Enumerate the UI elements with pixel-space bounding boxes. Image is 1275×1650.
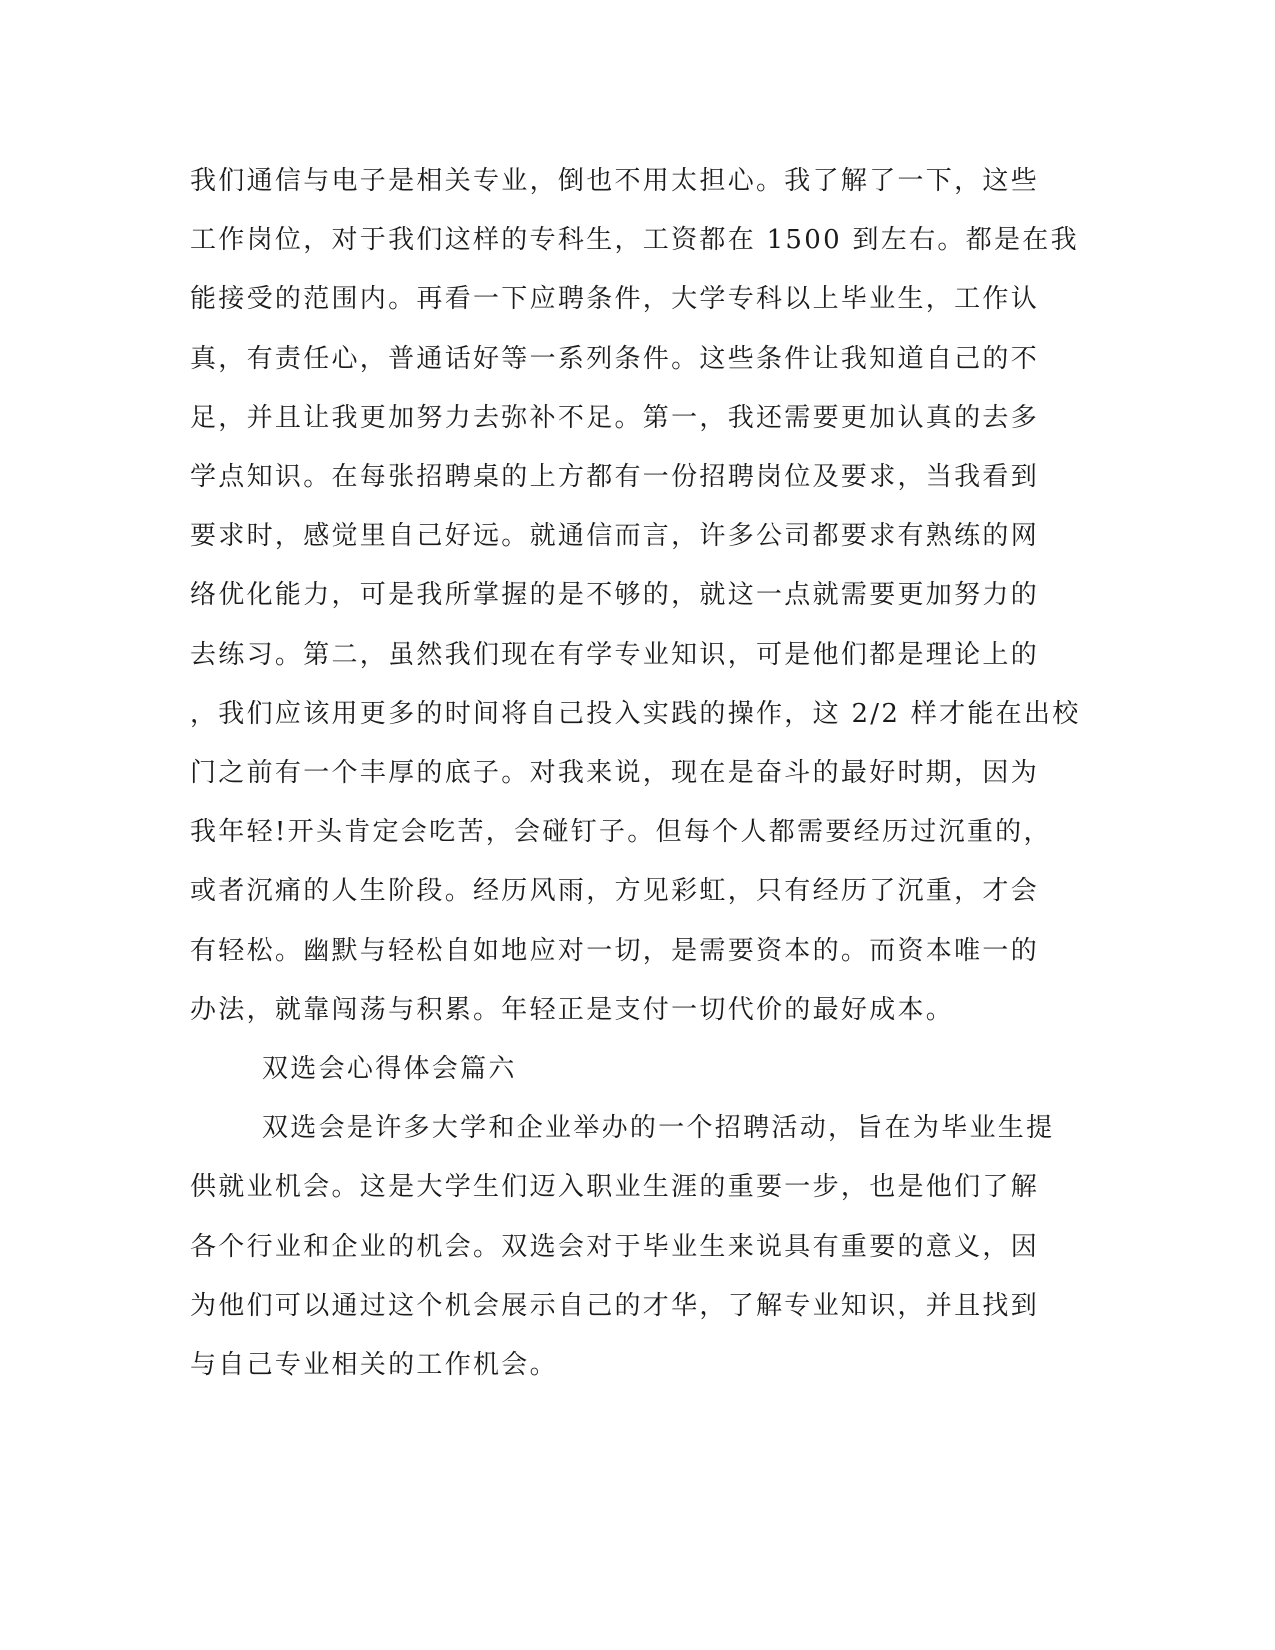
text-line: 我们通信与电子是相关专业，倒也不用太担心。我了解了一下，这些 — [190, 166, 1040, 196]
text-line: 络优化能力，可是我所掌握的是不够的，就这一点就需要更加努力的 — [190, 580, 1040, 610]
text-line: 足，并且让我更加努力去弥补不足。第一，我还需要更加认真的去多 — [190, 403, 1040, 433]
text-line: 工作岗位，对于我们这样的专科生，工资都在 1500 到左右。都是在我 — [190, 225, 1079, 255]
text-line: 我年轻!开头肯定会吃苦，会碰钉子。但每个人都需要经历过沉重的， — [190, 817, 1052, 847]
text-line: 为他们可以通过这个机会展示自己的才华，了解专业知识，并且找到 — [190, 1291, 1040, 1321]
text-line: 学点知识。在每张招聘桌的上方都有一份招聘岗位及要求，当我看到 — [190, 462, 1040, 492]
text-line: 去练习。第二，虽然我们现在有学专业知识，可是他们都是理论上的 — [190, 640, 1040, 670]
text-line: 真，有责任心，普通话好等一系列条件。这些条件让我知道自己的不 — [190, 344, 1040, 374]
text-line: 各个行业和企业的机会。双选会对于毕业生来说具有重要的意义，因 — [190, 1232, 1040, 1262]
text-line: 门之前有一个丰厚的底子。对我来说，现在是奋斗的最好时期，因为 — [190, 758, 1040, 788]
text-line: 办法，就靠闯荡与积累。年轻正是支付一切代价的最好成本。 — [190, 995, 955, 1025]
section-heading: 双选会心得体会篇六 — [262, 1054, 517, 1084]
text-line: 供就业机会。这是大学生们迈入职业生涯的重要一步，也是他们了解 — [190, 1172, 1040, 1202]
text-line: 或者沉痛的人生阶段。经历风雨，方见彩虹，只有经历了沉重，才会 — [190, 876, 1040, 906]
text-line: 与自己专业相关的工作机会。 — [190, 1350, 558, 1380]
text-line: ，我们应该用更多的时间将自己投入实践的操作，这 2/2 样才能在出校 — [190, 699, 1081, 729]
text-line: 有轻松。幽默与轻松自如地应对一切，是需要资本的。而资本唯一的 — [190, 936, 1040, 966]
text-line: 能接受的范围内。再看一下应聘条件，大学专科以上毕业生，工作认 — [190, 284, 1040, 314]
text-line: 双选会是许多大学和企业举办的一个招聘活动，旨在为毕业生提 — [262, 1113, 1055, 1143]
text-line: 要求时，感觉里自己好远。就通信而言，许多公司都要求有熟练的网 — [190, 521, 1040, 551]
